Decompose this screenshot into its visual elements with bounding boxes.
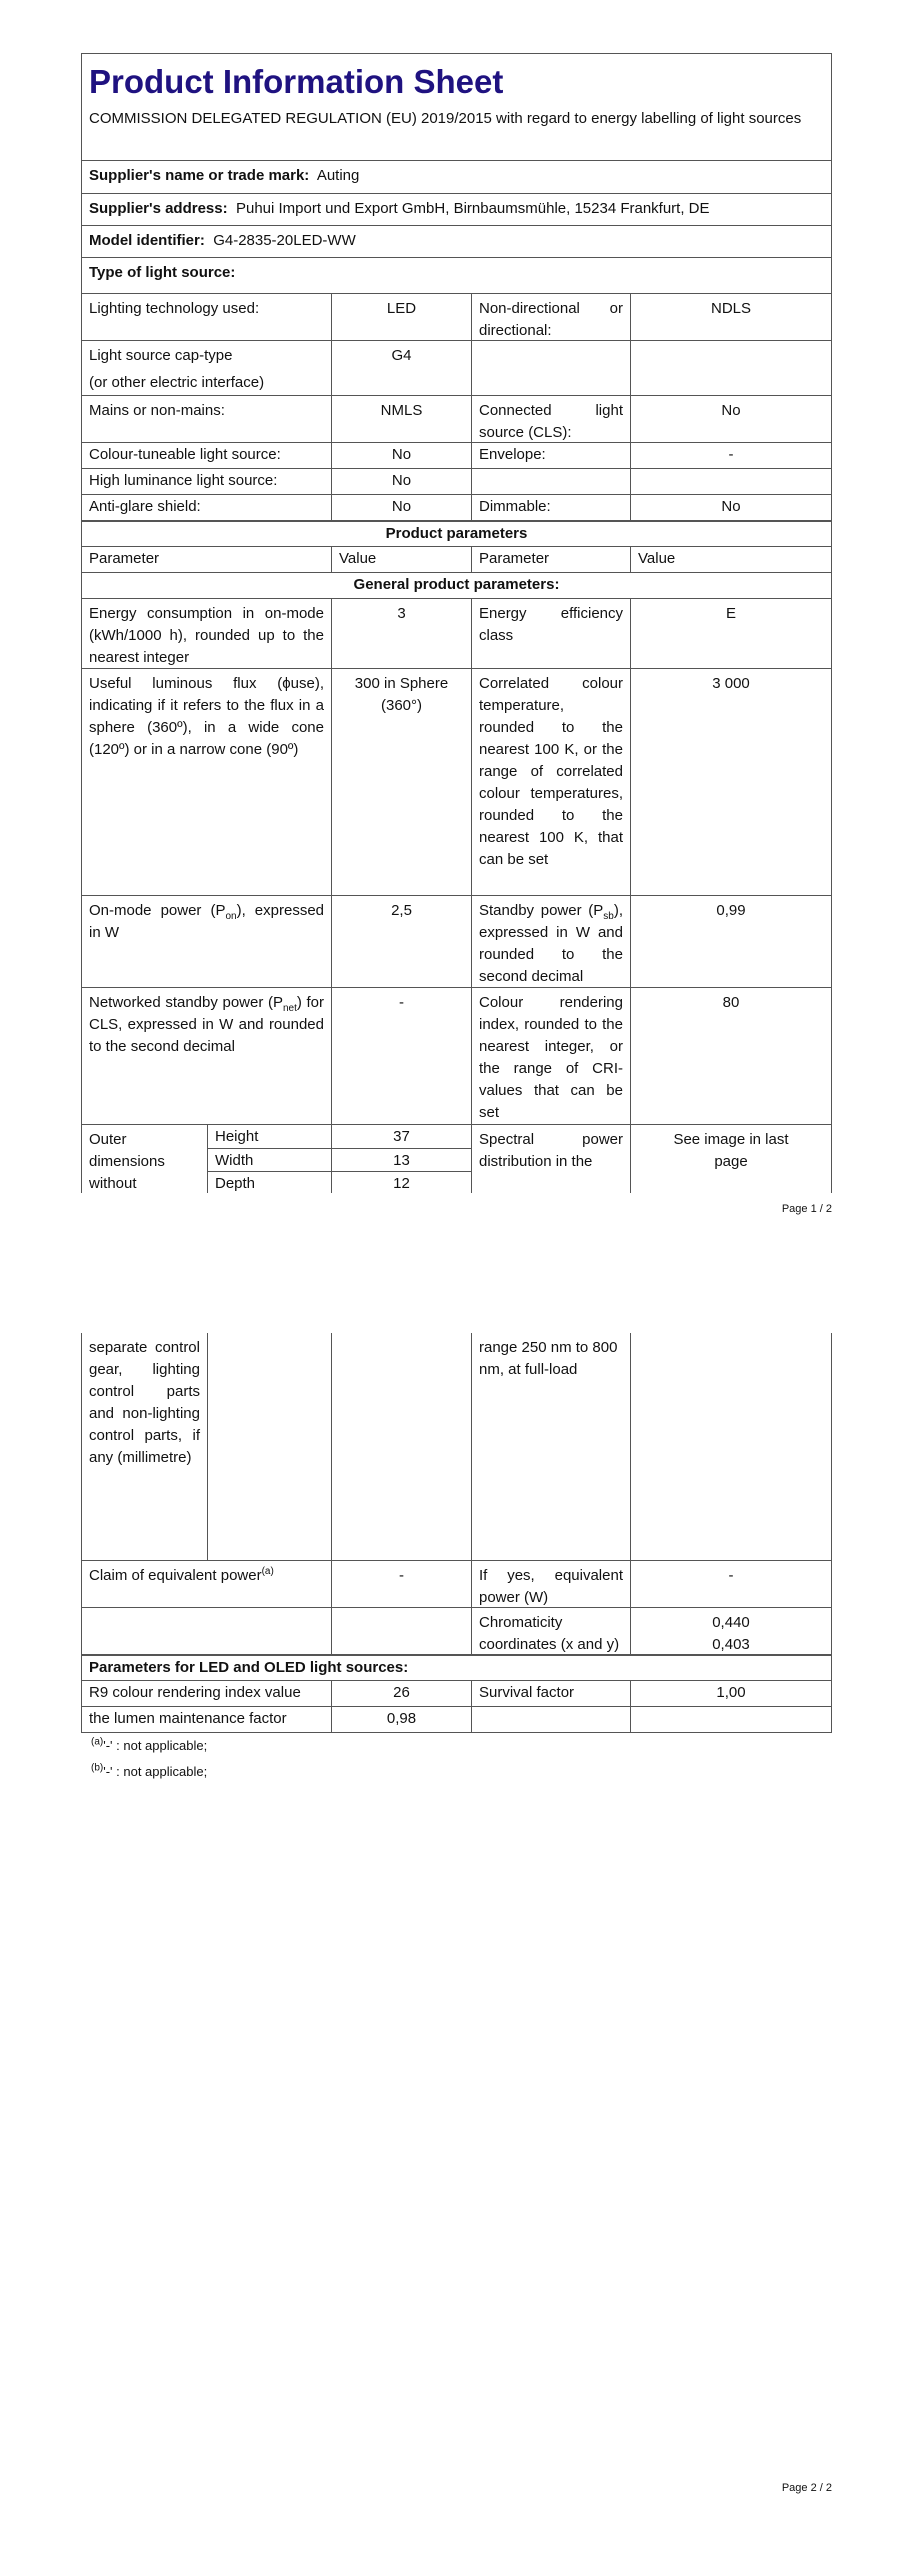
label-subscript: on [225, 911, 237, 922]
param-value: LED [331, 293, 471, 340]
param-label: Useful luminous flux (ϕuse), indicating if it refers to the flux in a sphere (360º), in a wide cone (120º) or in a narrow cone (90º) [81, 668, 331, 895]
chromaticity-x: 0,440 [712, 1614, 750, 1631]
survival-factor-value: 1,00 [630, 1680, 832, 1706]
supplier-name-value: Auting [316, 167, 360, 184]
page-title: Product Information Sheet [89, 63, 504, 100]
param-value [630, 468, 832, 494]
param-value: NMLS [331, 395, 471, 442]
page-1-footer: Page 1 / 2 [781, 1203, 832, 1215]
param-label: Non-directional or directional: [471, 293, 630, 340]
lumen-row [81, 1706, 832, 1733]
param-label: Survival factor [471, 1680, 630, 1706]
label-part: On-mode power (P [89, 902, 226, 919]
column-header: Value [331, 546, 471, 572]
footnote-mark: (b) [91, 1762, 104, 1774]
param-value: No [630, 494, 832, 520]
label-part: Claim of equivalent power [89, 1567, 262, 1584]
param-label: R9 colour rendering index value [81, 1680, 331, 1706]
param-label: Chromaticity coordinates (x and y) [471, 1607, 630, 1654]
type-row [81, 468, 832, 494]
footnote-ref: (a) [261, 1566, 274, 1577]
onmode-row [81, 895, 832, 987]
cri-value: 80 [630, 987, 832, 1124]
general-params-heading: General product parameters: [81, 572, 832, 598]
claim-row [81, 1560, 832, 1607]
param-label: Dimmable: [471, 494, 630, 520]
footnote-text: '-' : not applicable; [103, 1738, 208, 1753]
outer-dimensions-continued-row [81, 1333, 832, 1560]
empty-cell [331, 1607, 471, 1654]
label-subscript: net [282, 1003, 297, 1014]
param-label [81, 1560, 331, 1607]
supplier-name-label: Supplier's name or trade mark: [89, 167, 310, 184]
led-params-heading-row [81, 1654, 832, 1680]
column-header: Parameter [81, 546, 331, 572]
param-value: NDLS [630, 293, 832, 340]
outer-dimensions-row [81, 1124, 832, 1193]
supplier-address-label: Supplier's address: [89, 200, 228, 217]
param-label: Lighting technology used: [81, 293, 331, 340]
cap-type-label: Light source cap-type [89, 347, 233, 364]
regulation-text: COMMISSION DELEGATED REGULATION (EU) 2019/2015 with regard to energy labelling of light sources [89, 110, 802, 127]
param-value: No [331, 494, 471, 520]
dimension-names [207, 1124, 331, 1193]
label-part: Networked standby power (P [89, 994, 283, 1011]
type-row [81, 395, 832, 442]
energy-consumption-value: 3 [331, 598, 471, 668]
led-params-heading: Parameters for LED and OLED light sources: [81, 1654, 832, 1680]
param-value [630, 340, 832, 395]
model-identifier-label: Model identifier: [89, 232, 205, 249]
param-label [471, 895, 630, 987]
param-label [471, 468, 630, 494]
equivalent-power-value: - [630, 1560, 832, 1607]
flux-row [81, 668, 832, 895]
empty-cell [630, 1706, 832, 1732]
model-identifier-value: G4-2835-20LED-WW [213, 232, 356, 249]
title-block [81, 53, 832, 160]
param-label: Energy consumption in on-mode (kWh/1000 h), rounded up to the nearest integer [81, 598, 331, 668]
dimension-name: Height [215, 1128, 259, 1145]
type-heading-row [81, 257, 832, 293]
dimension-value: 12 [332, 1171, 471, 1194]
param-label [471, 340, 630, 395]
product-params-heading-row [81, 520, 832, 546]
cct-value: 3 000 [630, 668, 832, 895]
empty-cell [471, 1706, 630, 1732]
type-row [81, 293, 832, 340]
param-label: the lumen maintenance factor [81, 1706, 331, 1732]
param-label: Anti-glare shield: [81, 494, 331, 520]
param-label-continued: range 250 nm to 800 nm, at full-load [471, 1333, 630, 1560]
r9-row [81, 1680, 832, 1706]
label-part: ), expressed in W and rounded to the second decimal [479, 902, 623, 985]
param-value: - [630, 442, 832, 468]
param-label: Mains or non-mains: [81, 395, 331, 442]
param-label: Connected light source (CLS): [471, 395, 630, 442]
standby-power-value: 0,99 [630, 895, 832, 987]
label-part: ), expressed in W [89, 902, 325, 941]
type-row [81, 340, 832, 395]
outer-dimensions-label-continued: separate control gear, lighting control parts and non-lighting control parts, if any (millimetre) [81, 1333, 207, 1560]
empty-cell [630, 1333, 832, 1560]
type-heading: Type of light source: [81, 257, 832, 293]
supplier-address-value: Puhui Import und Export GmbH, Birnbaumsmühle, 15234 Frankfurt, DE [235, 200, 710, 217]
chromaticity-value [630, 1607, 832, 1654]
param-label: Envelope: [471, 442, 630, 468]
footnote-text: '-' : not applicable; [103, 1764, 208, 1779]
param-label: Colour rendering index, rounded to the nearest integer, or the range of CRI-values that can be set [471, 987, 630, 1124]
param-label: Colour-tuneable light source: [81, 442, 331, 468]
networked-standby-value: - [331, 987, 471, 1124]
param-label [81, 987, 331, 1124]
general-params-heading-row [81, 572, 832, 598]
lumen-maintenance-value: 0,98 [331, 1706, 471, 1732]
dimension-name: Width [208, 1148, 331, 1171]
outer-dimensions-label: Outer dimensions without [81, 1124, 207, 1193]
model-identifier-row [81, 225, 832, 257]
param-label: High luminance light source: [81, 468, 331, 494]
param-label: Correlated colour temperature, rounded to the nearest 100 K, or the range of correlated colour temperatures, rounded to the nearest 100 K, that can be set [471, 668, 630, 895]
chromaticity-y: 0,403 [712, 1636, 750, 1653]
claim-value: - [331, 1560, 471, 1607]
param-label [81, 895, 331, 987]
cap-type-sublabel: (or other electric interface) [89, 374, 265, 391]
dimension-value: 13 [332, 1148, 471, 1171]
column-header: Value [630, 546, 832, 572]
param-label [81, 340, 331, 395]
param-label: Spectral power distribution in the [471, 1124, 630, 1193]
r9-value: 26 [331, 1680, 471, 1706]
dimension-name: Depth [208, 1171, 331, 1194]
chromaticity-row [81, 1607, 832, 1654]
param-value: No [630, 395, 832, 442]
empty-cell [81, 1607, 331, 1654]
empty-cell [331, 1333, 471, 1560]
dimension-values [331, 1124, 471, 1193]
energy-row [81, 598, 832, 668]
param-value: G4 [331, 340, 471, 395]
dimension-value: 37 [393, 1128, 410, 1145]
column-header-row [81, 546, 832, 572]
param-value: No [331, 468, 471, 494]
product-params-heading: Product parameters [81, 520, 832, 546]
networked-row [81, 987, 832, 1124]
footnote [91, 1738, 207, 1753]
type-row [81, 494, 832, 520]
param-label: If yes, equivalent power (W) [471, 1560, 630, 1607]
type-row [81, 442, 832, 468]
param-value: No [331, 442, 471, 468]
footnote-mark: (a) [91, 1736, 104, 1748]
empty-cell [207, 1333, 331, 1560]
label-part: ) for CLS, expressed in W and rounded to the second decimal [89, 994, 324, 1055]
energy-class-value: E [630, 598, 832, 668]
supplier-name-row [81, 160, 832, 193]
label-part: Standby power (P [479, 902, 604, 919]
column-header: Parameter [471, 546, 630, 572]
supplier-address-row [81, 193, 832, 225]
param-label: Energy efficiency class [471, 598, 630, 668]
footnote [91, 1764, 207, 1779]
page-2-footer: Page 2 / 2 [781, 2482, 832, 2494]
label-subscript: sb [603, 911, 614, 922]
luminous-flux-value: 300 in Sphere (360°) [331, 668, 471, 895]
spectral-distribution-value: See image in last page [630, 1124, 832, 1193]
onmode-power-value: 2,5 [331, 895, 471, 987]
